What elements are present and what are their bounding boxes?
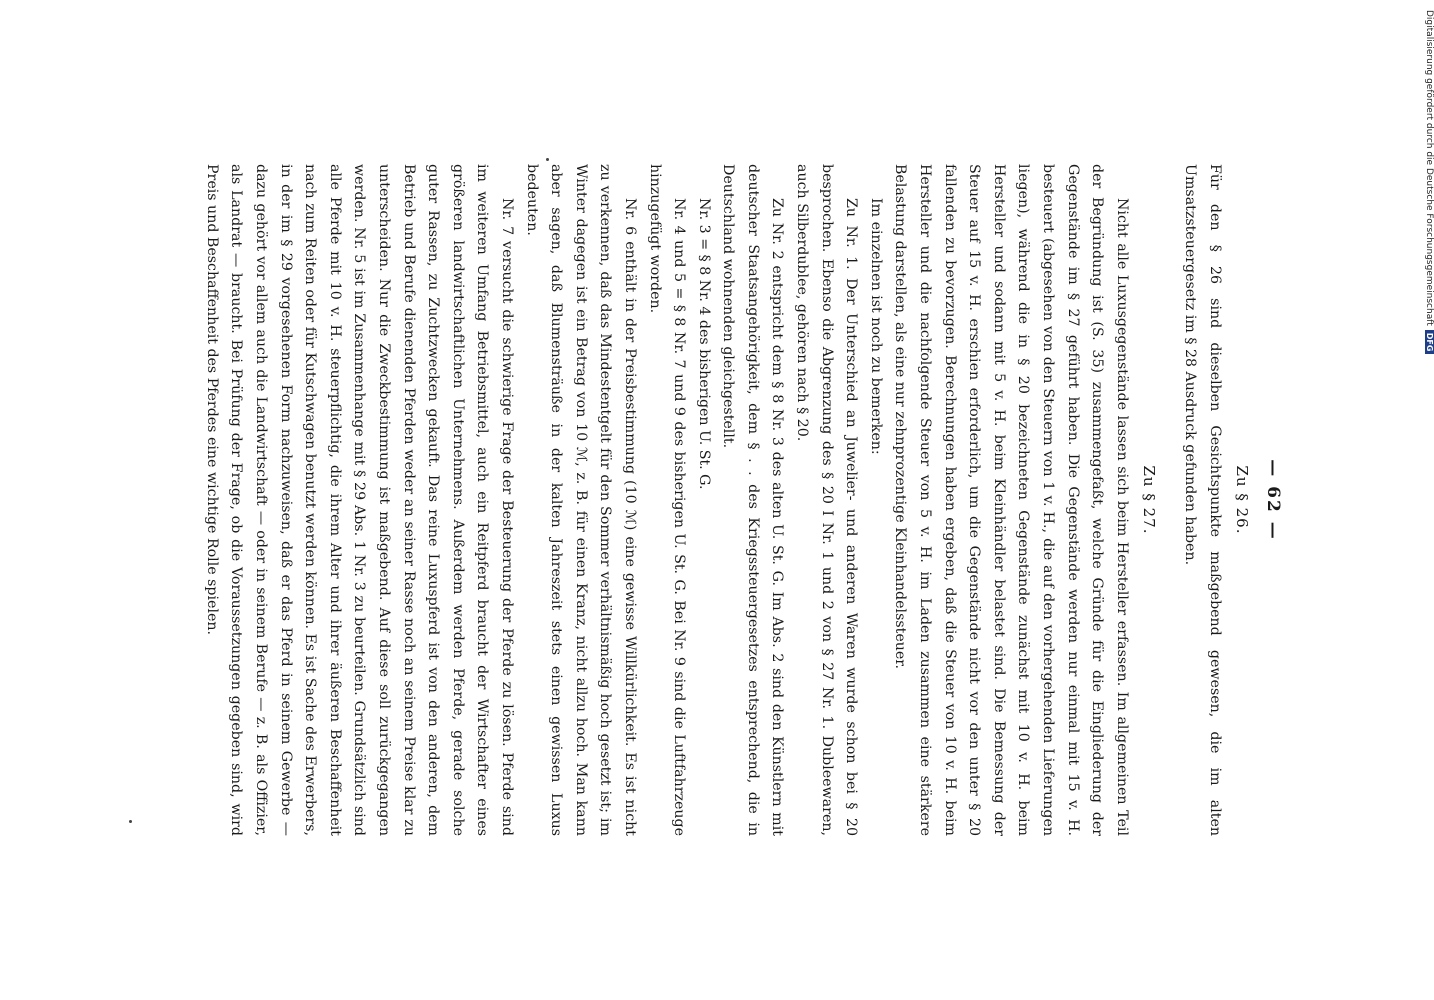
paragraph: Nr. 4 und 5 = § 8 Nr. 7 und 9 des bisherigen U. St. G. Bei Nr. 9 sind die Luftfahrzeuge hinzugefügt worden. — [646, 164, 688, 836]
rotated-document-page — [137, 140, 1297, 860]
page-number: — 62 — — [1263, 459, 1283, 541]
paragraph: Im einzelnen ist noch zu bemerken: — [867, 198, 884, 455]
paragraph: Nr. 3 = § 8 Nr. 4 des bisherigen U. St. G. — [695, 198, 712, 490]
paragraph: Nr. 6 enthält in der Preisbestimmung (10 ℳ) eine gewisse Willkürlichkeit. Es ist nicht zu verkennen, daß das Mindestentgelt für den Sommer verhältnismäßig hoch gesetzt ist; im Winter dagegen ist ein Betrag von 10 ℳ, z. B. für einen Kranz, nicht allzu hoch. Man kann aber sagen, daß Blumensträuße in der kalten Jahreszeit stets einen gewissen Luxus bedeuten. — [523, 164, 638, 836]
scan-speck — [129, 820, 132, 823]
dfg-logo: DFG — [1425, 330, 1434, 355]
credit-text: Digitalisierung gefördert durch die Deutsche Forschungsgemeinschaft — [1424, 10, 1434, 326]
paragraph: Zu Nr. 1. Der Unterschied an Juwelier- und anderen Waren wurde schon bei § 20 besprochen. Ebenso die Abgrenzung des § 20 I Nr. 1 und 2 von § 27 Nr. 1. Dubleewaren, auch Silberdublee, gehören nach § 20. — [794, 164, 860, 836]
paragraph: Nicht alle Luxusgegenstände lassen sich beim Hersteller erfassen. Im allgemeinen Teil der Begründung ist (S. 35) zusammengefaßt, welche Gründe für die Eingliederung der Gegenstände im § 27 geführt haben. Die Gegenstände werden nur einmal mit 15 v. H. besteuert (abgesehen von den Steuern von 1 v. H., die auf den vorhergehenden Lieferungen liegen), während die in § 20 bezeichneten Gegenstände zunächst mit 10 v. H. beim Hersteller und sodann mit 5 v. H. beim Kleinhändler belastet sind. Die Bemessung der Steuer auf 15 v. H. erschien erforderlich, um die Gegenstände nicht vor den unter § 20 fallenden zu bevorzugen. Berechnungen haben ergeben, daß die Steuer von 10 v. H. beim Hersteller und die nachfolgende Steuer von 5 v. H. im Laden zusammen eine stärkere Belastung darstellen, als eine nur zehnprozentige Kleinhandelssteuer. — [892, 164, 1130, 836]
paragraph: Für den § 26 sind dieselben Gesichtspunkte maßgebend gewesen, die im alten Umsatzsteuergesetz im § 28 Ausdruck gefunden haben. — [1182, 164, 1223, 836]
spacer — [1164, 164, 1178, 836]
scan-speck — [546, 158, 549, 161]
section-heading-26: Zu § 26. — [1233, 465, 1251, 535]
credit-text-wrapper — [1424, 10, 1434, 354]
paragraph: Nr. 7 versucht die schwierige Frage der Besteuerung der Pferde zu lösen. Pferde sind im weiteren Umfang Betriebsmittel, auch ein Reitpferd braucht der Wirtschafter eines größeren landwirtschaftlichen Unternehmens. Außerdem werden Pferde, gerade solche guter Rassen, zu Zuchtzwecken gekauft. Das reine Luxuspferd ist von den anderen, dem Betrieb und Berufe dienenden Pferden weder an seiner Rasse noch an seinem Preise klar zu unterscheiden. Nur die Zweckbestimmung ist maßgebend. Auf diese soll zurückgegangen werden. Nr. 5 ist im Zusammenhange mit § 29 Abs. 1 Nr. 3 zu beurteilen. Grundsätzlich sind alle Pferde mit 10 v. H. steuerpflichtig, die ihrem Alter und ihrer äußeren Beschaffenheit nach zum Reiten oder für Kutschwagen benutzt werden können. Es ist Sache des Erwerbers, in der im § 29 vorgesehenen Form nachzuweisen, daß er das Pferd in seinem Gewerbe — dazu gehört vor allem auch die Landwirtschaft — oder in seinem Berufe — z. B. als Offizier, als Landrat — braucht. Bei Prüfung der Frage, ob die Voraussetzungen gegeben sind, wird Preis und Beschaffenheit des Pferdes eine wichtige Rolle spielen. — [203, 164, 515, 836]
digitization-credit — [1412, 10, 1434, 390]
section-heading-27: Zu § 27. — [1139, 465, 1158, 535]
paragraph: Zu Nr. 2 entspricht dem § 8 Nr. 3 des alten U. St. G. Im Abs. 2 sind den Künstlern mit deutscher Staatsangehörigkeit, dem § . . des Kriegssteuergesetzes entsprechend, die in Deutschland wohnenden gleichgestellt. — [720, 164, 786, 836]
